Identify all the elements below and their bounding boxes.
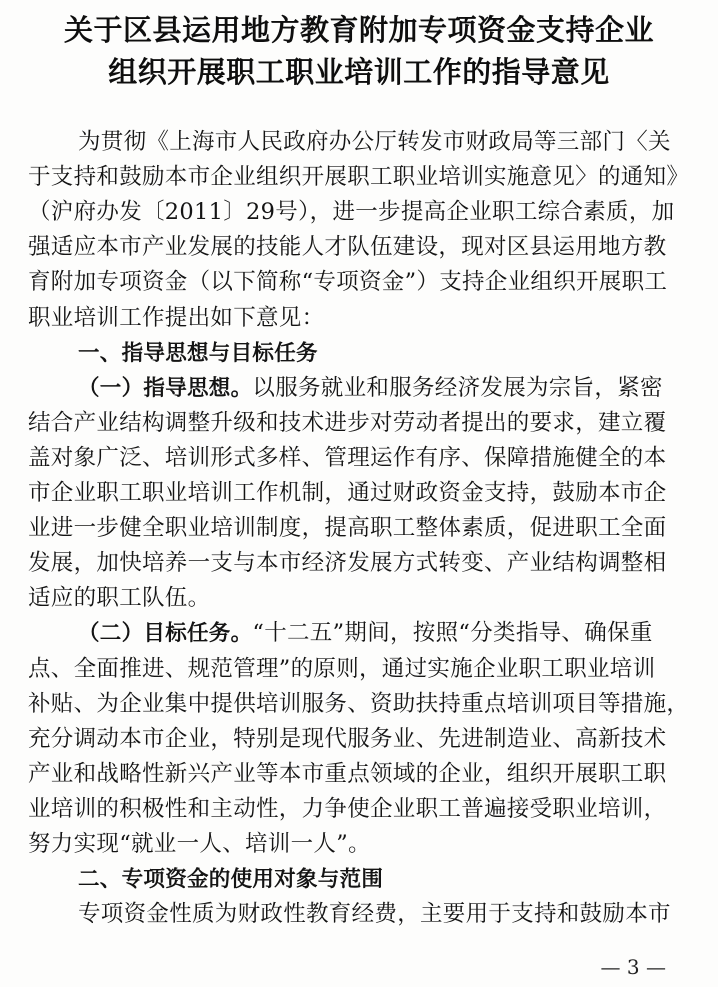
paragraph-line <box>28 758 666 790</box>
paragraph-line <box>28 688 689 720</box>
page-number: — 3 — <box>600 955 666 979</box>
paragraph-line <box>28 512 666 544</box>
subsection-label: （一）指导思想。 <box>78 375 253 401</box>
line-text: 育附加专项资金（以下简称“专项资金”）支持企业组织开展职工 <box>28 269 668 296</box>
line-text: “十二五”期间，按照“分类指导、确保重 <box>252 620 653 647</box>
paragraph-line <box>78 898 671 930</box>
paragraph-line <box>28 302 324 334</box>
line-text: 发展，加快培养一支与本市经济发展方式转变、产业结构调整相 <box>28 550 667 577</box>
paragraph-line <box>28 231 666 263</box>
line-text: 业进一步健全职业培训制度，提高职工整体素质，促进职工全面 <box>28 515 667 542</box>
paragraph-line <box>28 723 666 755</box>
paragraph-line <box>28 547 666 579</box>
paragraph-line <box>28 266 667 298</box>
paragraph-line <box>28 442 666 474</box>
paragraph-line <box>28 828 371 860</box>
line-text: 产业和战略性新兴产业等本市重点领域的企业，组织开展职工职 <box>28 760 667 787</box>
paragraph-line <box>28 407 666 439</box>
section-heading-text: 二、专项资金的使用对象与范围 <box>78 867 384 893</box>
line-text: 点、全面推进、规范管理”的原则，通过实施企业职工职业培训 <box>28 655 656 682</box>
paragraph-line <box>28 161 689 193</box>
paragraph-line <box>78 126 671 158</box>
document-title-line-1: 关于区县运用地方教育附加专项资金支持企业 <box>63 13 654 47</box>
paragraph-line <box>78 617 653 650</box>
line-text: 努力实现“就业一人、培训一人”。 <box>28 831 371 857</box>
paragraph-line <box>28 477 666 509</box>
line-text: 为贯彻《上海市人民政府办公厅转发市财政局等三部门〈关 <box>78 129 671 155</box>
paragraph-line <box>28 793 666 825</box>
line-text: 充分调动本市企业，特别是现代服务业、先进制造业、高新技术 <box>28 725 667 752</box>
line-text: 于支持和鼓励本市企业组织开展职工职业培训实施意见〉的通知》 <box>28 164 690 191</box>
line-text: 盖对象广泛、培训形式多样、管理运作有序、保障措施健全的本 <box>28 444 667 471</box>
section-heading-text: 一、指导思想与目标任务 <box>78 340 318 366</box>
line-text: 补贴、为企业集中提供培训服务、资助扶持重点培训项目等措施， <box>28 690 690 717</box>
paragraph-line <box>28 196 674 228</box>
line-text: （沪府办发〔2011〕29号），进一步提高企业职工综合素质，加 <box>28 199 675 226</box>
section-heading <box>78 863 383 896</box>
subsection-label: （二）目标任务。 <box>78 621 253 647</box>
line-text: 强适应本市产业发展的技能人才队伍建设，现对区县运用地方教 <box>28 234 667 261</box>
line-text: 职业培训工作提出如下意见： <box>28 304 325 331</box>
line-text: 以服务就业和服务经济发展为宗旨，紧密 <box>252 374 663 401</box>
line-text: 适应的职工队伍。 <box>28 585 211 612</box>
line-text: 专项资金性质为财政性教育经费，主要用于支持和鼓励本市 <box>78 901 671 928</box>
paragraph-line <box>28 653 655 685</box>
line-text: 市企业职工职业培训工作机制，通过财政资金支持，鼓励本市企 <box>28 480 667 506</box>
line-text: 结合产业结构调整升级和技术进步对劳动者提出的要求，建立覆 <box>28 409 667 436</box>
paragraph-line <box>78 372 663 405</box>
line-text: 业培训的积极性和主动性，力争使企业职工普遍接受职业培训， <box>28 795 667 822</box>
section-heading <box>78 337 318 370</box>
document-title-line-2: 组织开展职工职业培训工作的指导意见 <box>108 55 610 89</box>
paragraph-line <box>28 582 210 614</box>
